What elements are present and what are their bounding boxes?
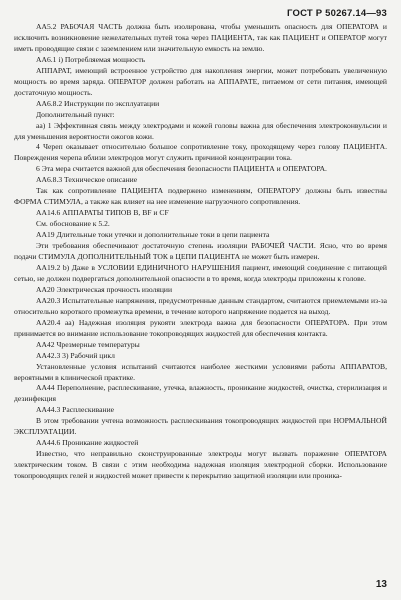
document-body: [14, 22, 387, 482]
paragraph: АА19.2 b) Даже в УСЛОВИИ ЕДИНИЧНОГО НАРУШЕНИЯ пациент, имеющий соединение с питающей сетью, не должен подвергаться дополнительной опасности в то время, когда электроды приложены к голове.: [14, 262, 387, 283]
page-header: ГОСТ Р 50267.14—93: [287, 8, 387, 19]
paragraph: АА19 Длительные токи утечки и дополнительные токи в цепи пациента: [36, 230, 270, 240]
paragraph: АА20 Электрическая прочность изоляции: [36, 284, 173, 294]
paragraph: АА44 Переполнение, расплескивание, утечка, влажность, проникание жидкостей, очистка, стерилизация и дезинфекция: [14, 383, 387, 404]
paragraph: Так как сопротивление ПАЦИЕНТА подвержено изменениям, ОПЕРАТОРУ должны быть известны ФОРМА СТИМУЛА, а также как влияет на нее изменение нагрузочного сопротивления.: [14, 186, 387, 207]
paragraph: АА42.3 3) Рабочий цикл: [36, 350, 115, 360]
paragraph: АА6.8.3 Техническое описание: [36, 175, 138, 185]
paragraph: АА20.4 аа) Надежная изоляция рукояти электрода важна для безопасности ОПЕРАТОРА. При этом принимается во внимание использование токопроводящих жидкостей для обеспечения контакта.: [14, 317, 387, 338]
paragraph: АА44.3 Расплескивание: [36, 405, 115, 415]
paragraph: АА6.8.2 Инструкции по эксплуатации: [36, 98, 160, 108]
paragraph: В этом требовании учтена возможность расплескивания токопроводящих жидкостей при НОРМАЛЬНОЙ ЭКСПЛУАТАЦИИ.: [14, 416, 387, 437]
paragraph: Эти требования обеспечивают достаточную степень изоляции РАБОЧЕЙ ЧАСТИ. Ясно, что во время подачи СТИМУЛА ДОПОЛНИТЕЛЬНЫЙ ТОК в ЦЕПИ ПАЦИЕНТА не может быть измерен.: [14, 241, 387, 262]
paragraph: АА20.3 Испытательные напряжения, предусмотренные данным стандартом, считаются приемлемыми из-за относительно короткого промежутка времени, в течение которого напряжение подается на выход.: [14, 295, 387, 316]
paragraph: 6 Эта мера считается важной для обеспечения безопасности ПАЦИЕНТА и ОПЕРАТОРА.: [36, 164, 327, 174]
paragraph: АА5.2 РАБОЧАЯ ЧАСТЬ должна быть изолирована, чтобы уменьшить опасность для ОПЕРАТОРА и исключить возникновение нежелательных путей тока через ПАЦИЕНТА, так как ПАЦИЕНТ и ОПЕРАТОР могут иметь проводящие связи с заземлением или значительную емкость на землю.: [14, 22, 387, 53]
paragraph: Установленные условия испытаний считаются наиболее жесткими условиями работы АППАРАТОВ, вероятными в клинической практике.: [14, 361, 387, 382]
paragraph: АА6.1 i) Потребляемая мощность: [36, 54, 146, 64]
paragraph: АППАРАТ, имеющий встроенное устройство для накопления энергии, может потребовать увеличенную мощность во время заряда. ОПЕРАТОР должен работать на АППАРАТЕ, питаемом от сети питания, имеющей достаточную мощность.: [14, 65, 387, 97]
paragraph: 4 Череп оказывает относительно большое сопротивление току, проходящему через голову ПАЦИЕНТА. Повреждения черепа вблизи электродов могут служить причиной концентрации тока.: [14, 142, 387, 163]
paragraph: См. обоснование к 5.2.: [36, 219, 110, 229]
paragraph: Дополнительный пункт:: [36, 109, 115, 119]
paragraph: аа) 1 Эффективная связь между электродами и кожей головы важна для обеспечения электроконвульсии и для уменьшения вероятности ожогов кожи.: [14, 120, 387, 141]
paragraph: Известно, что неправильно сконструированные электроды могут вызвать поражение ОПЕРАТОРА электрическим током. В связи с этим необходима надежная изоляция электродной сборки. Использование токопроводящих гелей и жидкостей может привести к перекрытию защитной изоляции или проника-: [14, 449, 387, 481]
paragraph: АА14.6 АППАРАТЫ ТИПОВ B, BF и CF: [36, 208, 169, 218]
paragraph: АА44.6 Проникание жидкостей: [36, 438, 139, 448]
page-number: 13: [375, 579, 387, 590]
paragraph: АА42 Чрезмерные температуры: [36, 339, 140, 349]
